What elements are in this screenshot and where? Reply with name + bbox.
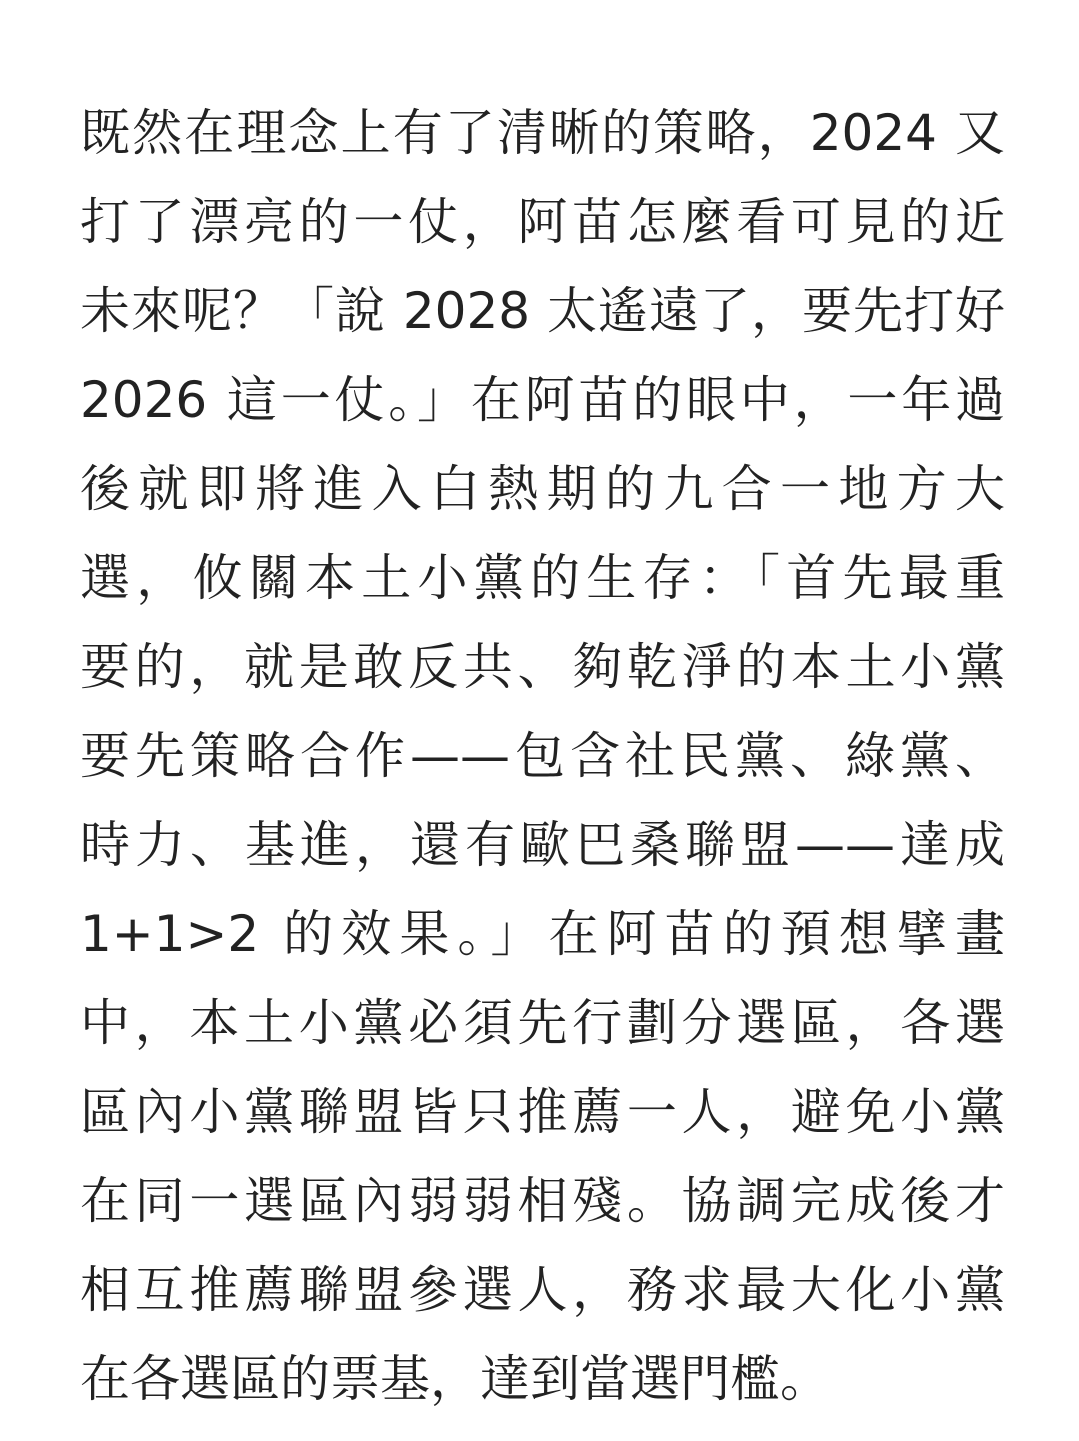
text-line-5: 後就即將進入白熱期的九合一地方大 [80, 460, 1005, 518]
text-line-7: 要的，就是敢反共、夠乾淨的本土小黨 [80, 638, 1005, 696]
text-line-12: 區內小黨聯盟皆只推薦一人，避免小黨 [80, 1083, 1005, 1141]
text-line-8: 要先策略合作——包含社民黨、綠黨、 [80, 727, 1005, 785]
text-line-4: 2026 這一仗。」在阿苗的眼中，一年過 [80, 371, 1005, 429]
text-line-15: 在各選區的票基，達到當選門檻。 [80, 1350, 830, 1408]
text-line-1: 既然在理念上有了清晰的策略，2024 又 [80, 104, 1005, 162]
text-line-11: 中，本土小黨必須先行劃分選區，各選 [80, 994, 1005, 1052]
text-line-13: 在同一選區內弱弱相殘。協調完成後才 [80, 1172, 1005, 1230]
text-line-9: 時力、基進，還有歐巴桑聯盟——達成 [80, 816, 1005, 874]
article-body [80, 96, 1005, 1431]
text-line-14: 相互推薦聯盟參選人，務求最大化小黨 [80, 1261, 1005, 1319]
text-line-10: 1+1>2 的效果。」在阿苗的預想擘畫 [80, 905, 1005, 963]
text-line-2: 打了漂亮的一仗，阿苗怎麼看可見的近 [80, 193, 1005, 251]
text-line-3: 未來呢？「說 2028 太遙遠了，要先打好 [80, 282, 1005, 340]
text-line-6: 選，攸關本土小黨的生存：「首先最重 [80, 549, 1005, 607]
